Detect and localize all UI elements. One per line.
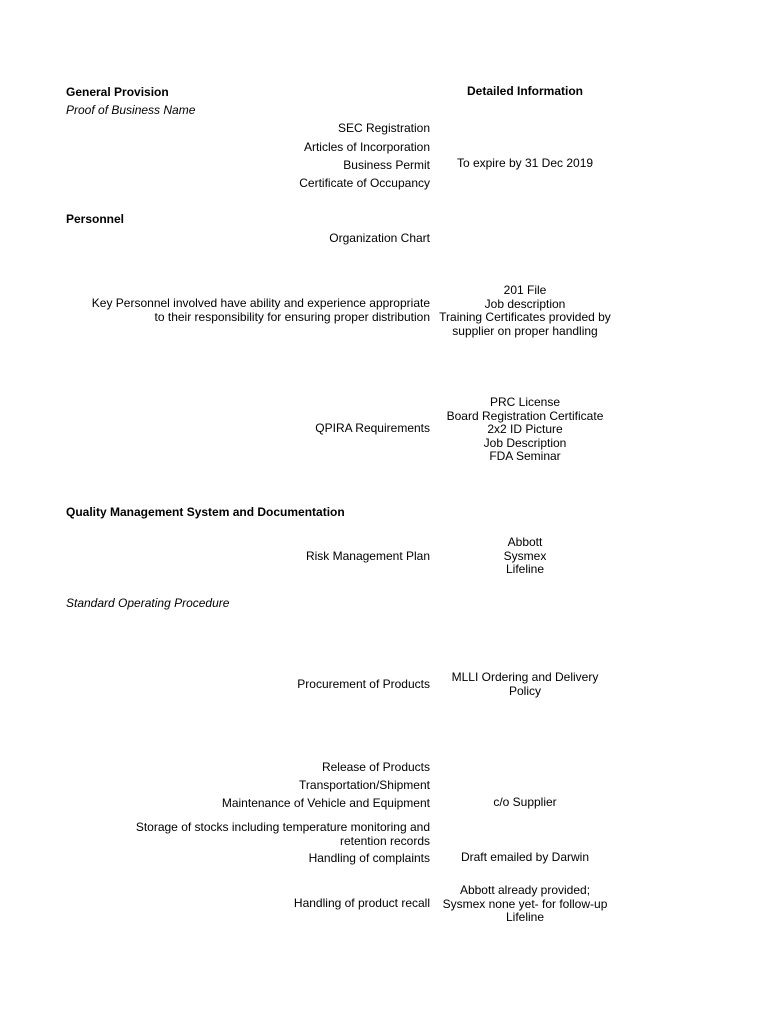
- recall-detail-line: Lifeline: [505, 910, 545, 924]
- articles-of-incorporation-label: Articles of Incorporation: [303, 140, 430, 154]
- key-personnel-detail-line: supplier on proper handling: [452, 323, 598, 338]
- key-personnel-detail-line: Job description: [484, 296, 566, 311]
- key-personnel-label: [60, 297, 430, 324]
- recall-detail-line: Abbott already provided;: [459, 883, 591, 897]
- qpira-detail-line: Job Description: [483, 435, 567, 450]
- qpira-detail-line: 2x2 ID Picture: [487, 422, 563, 436]
- risk-plan-detail-line: Abbott: [507, 535, 543, 549]
- key-personnel-detail-line: 201 File: [503, 283, 547, 297]
- qpira-requirements-detail: [420, 396, 630, 464]
- maintenance-detail: c/o Supplier: [493, 795, 557, 809]
- standard-operating-procedure-label: Standard Operating Procedure: [66, 596, 230, 610]
- organization-chart-label: Organization Chart: [329, 231, 430, 245]
- key-personnel-line-1: Key Personnel involved have ability and experience appropriate: [91, 296, 430, 310]
- storage-line-1: Storage of stocks including temperature monitoring and: [135, 820, 430, 834]
- risk-management-plan-detail: [420, 536, 630, 577]
- qpira-detail-line: PRC License: [489, 395, 561, 409]
- storage-line-2: retention records: [339, 833, 430, 848]
- transportation-shipment-label: Transportation/Shipment: [299, 778, 430, 792]
- business-permit-detail: To expire by 31 Dec 2019: [456, 156, 594, 170]
- procurement-detail-line: Policy: [508, 683, 541, 698]
- sec-registration-label: SEC Registration: [337, 121, 430, 135]
- qms-section-title: Quality Management System and Documentation: [66, 505, 345, 519]
- procurement-of-products-label: Procurement of Products: [297, 677, 430, 691]
- detailed-information-header: Detailed Information: [466, 84, 583, 98]
- certificate-of-occupancy-label: Certificate of Occupancy: [299, 176, 430, 190]
- proof-of-business-name-label: Proof of Business Name: [66, 103, 196, 117]
- personnel-section-title: Personnel: [66, 212, 125, 226]
- product-recall-detail: [420, 884, 630, 925]
- procurement-detail-line: MLLI Ordering and Delivery: [451, 670, 599, 684]
- business-permit-label: Business Permit: [343, 158, 430, 172]
- release-of-products-label: Release of Products: [321, 760, 430, 774]
- storage-of-stocks-label: [60, 821, 430, 848]
- key-personnel-line-2: to their responsibility for ensuring proper distribution: [154, 309, 430, 324]
- risk-plan-detail-line: Sysmex: [503, 548, 547, 563]
- qpira-requirements-label: QPIRA Requirements: [315, 421, 430, 435]
- maintenance-vehicle-equipment-label: Maintenance of Vehicle and Equipment: [221, 796, 430, 810]
- key-personnel-detail-line: Training Certificates provided by: [439, 310, 611, 324]
- qpira-detail-line: Board Registration Certificate: [446, 408, 604, 423]
- recall-detail-line: Sysmex none yet- for follow-up: [442, 896, 608, 911]
- procurement-detail: [420, 671, 630, 698]
- handling-of-complaints-label: Handling of complaints: [308, 851, 430, 865]
- risk-management-plan-label: Risk Management Plan: [305, 549, 430, 563]
- complaints-detail: Draft emailed by Darwin: [460, 850, 590, 864]
- risk-plan-detail-line: Lifeline: [505, 562, 545, 576]
- key-personnel-detail: [420, 284, 630, 338]
- general-provision-header: General Provision: [66, 85, 169, 99]
- qpira-detail-line: FDA Seminar: [489, 449, 561, 463]
- handling-of-product-recall-label: Handling of product recall: [293, 896, 430, 910]
